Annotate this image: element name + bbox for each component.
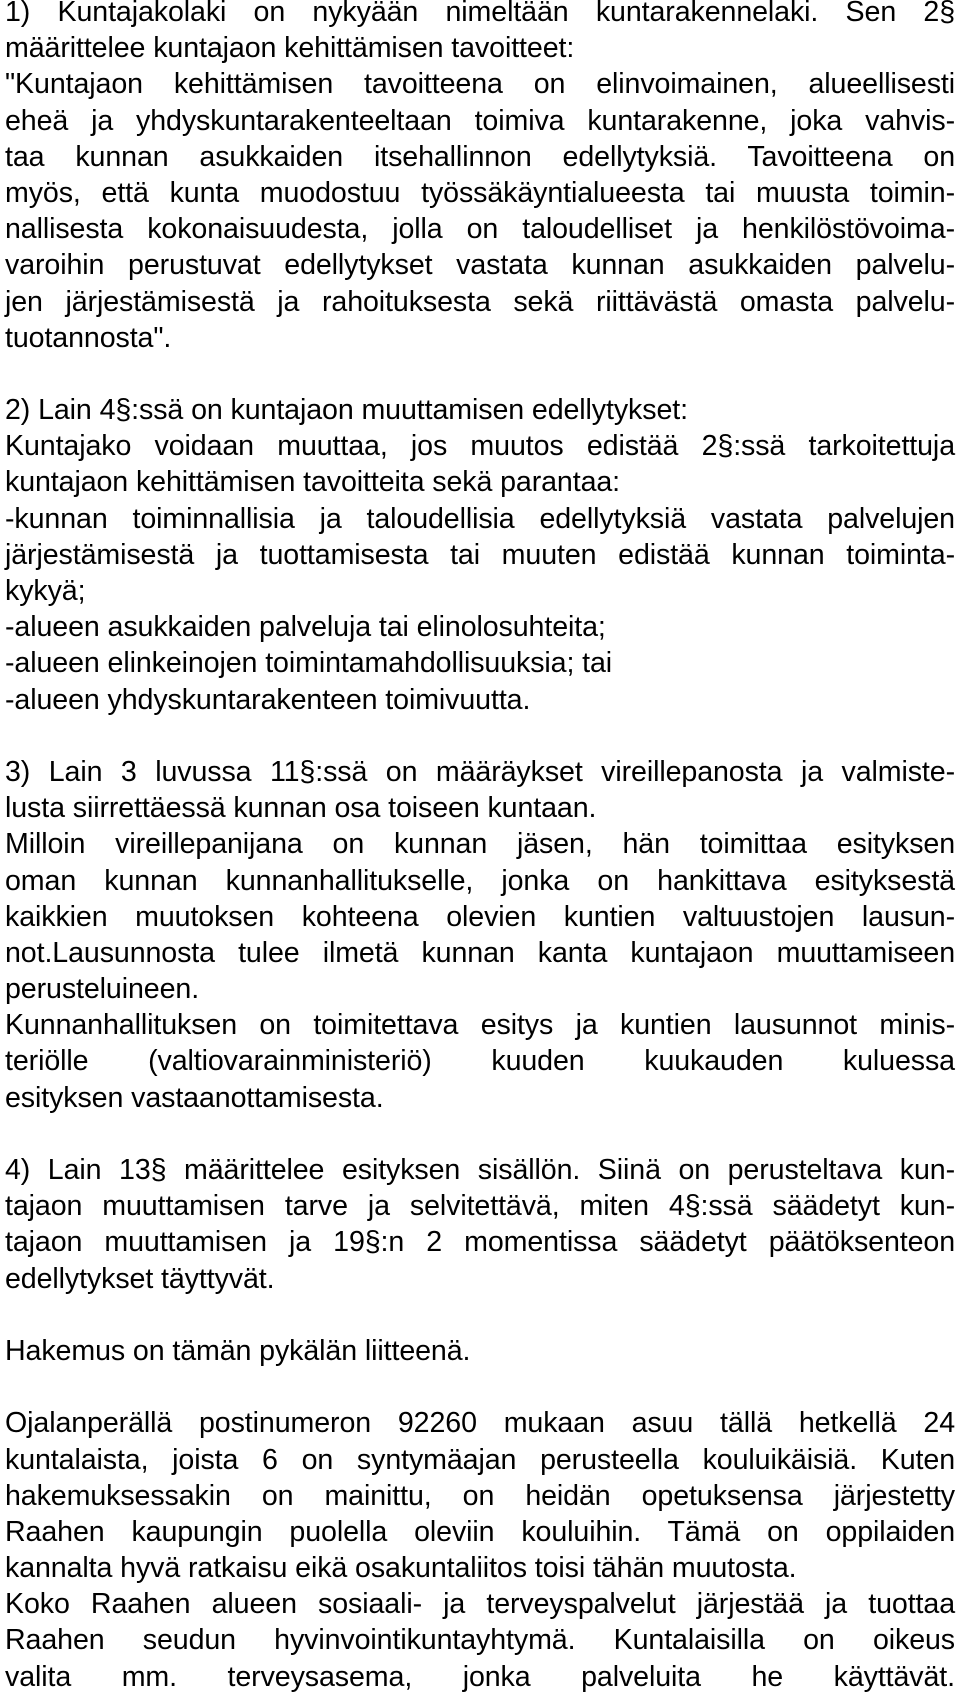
text-line: varoihin perustuvat edellytykset vastata kunnan asukkaiden palvelu- [5, 249, 955, 282]
text-line: tajaon muuttamisen tarve ja selvitettävä, miten 4§:ssä säädetyt kun- [5, 1190, 955, 1223]
text-line: -alueen elinkeinojen toimintamahdollisuuksia; tai [5, 647, 613, 680]
text-line: 2) Lain 4§:ssä on kuntajaon muuttamisen edellytykset: [5, 394, 688, 427]
text-line: eheä ja yhdyskuntarakenteeltaan toimiva kuntarakenne, joka vahvis- [5, 104, 955, 137]
paragraph-gap [5, 1116, 955, 1152]
text-line: myös, että kunta muodostuu työssäkäyntialueesta tai muusta toimin- [5, 176, 955, 209]
text-line: Hakemus on tämän pykälän liitteenä. [5, 1334, 471, 1367]
text-line: 4) Lain 13§ määrittelee esityksen sisällön. Siinä on perusteltava kun- [5, 1154, 955, 1186]
text-line: Milloin vireillepanijana on kunnan jäsen, hän toimittaa esityksen [5, 828, 955, 861]
text-line: kannalta hyvä ratkaisu eikä osakuntaliitos toisi tähän muutosta. [5, 1552, 797, 1585]
text-line: Koko Raahen alueen sosiaali- ja terveyspalvelut järjestää ja tuottaa [5, 1588, 955, 1621]
paragraph-gap [5, 1297, 955, 1333]
paragraph-gap [5, 356, 955, 392]
paragraph-gap [5, 718, 955, 754]
text-line: järjestämisestä ja tuottamisesta tai muuten edistää kunnan toiminta- [5, 538, 955, 571]
text-line: -alueen yhdyskuntarakenteen toimivuutta. [5, 683, 531, 716]
text-line: Raahen kaupungin puolella oleviin kouluihin. Tämä on oppilaiden [5, 1515, 955, 1548]
text-line: 1) Kuntajakolaki on nykyään nimeltään kuntarakennelaki. Sen 2§ [5, 0, 955, 28]
text-line: nallisesta kokonaisuudesta, jolla on taloudelliset ja henkilöstövoima- [5, 213, 955, 246]
text-line: taa kunnan asukkaiden itsehallinnon edellytyksiä. Tavoitteena on [5, 140, 955, 173]
text-line: tajaon muuttamisen ja 19§:n 2 momentissa säädetyt päätöksenteon [5, 1226, 955, 1259]
text-line: määrittelee kuntajaon kehittämisen tavoitteet: [5, 32, 575, 65]
text-line: hakemuksessakin on mainittu, on heidän opetuksensa järjestetty [5, 1479, 955, 1512]
text-line: teriölle (valtiovarainministeriö) kuuden kuukauden kuluessa [5, 1045, 955, 1078]
text-line: esityksen vastaanottamisesta. [5, 1081, 384, 1114]
text-line: kuntajaon kehittämisen tavoitteita sekä parantaa: [5, 466, 621, 499]
text-line: kuntalaista, joista 6 on syntymäajan perusteella kouluikäisiä. Kuten [5, 1443, 955, 1476]
text-line: 3) Lain 3 luvussa 11§:ssä on määräykset vireillepanosta ja valmiste- [5, 755, 955, 788]
text-line: Raahen seudun hyvinvointikuntayhtymä. Kuntalaisilla on oikeus [5, 1624, 955, 1657]
text-line: Kunnanhallituksen on toimitettava esitys ja kuntien lausunnot minis- [5, 1009, 955, 1042]
paragraph-gap [5, 1369, 955, 1405]
text-line: perusteluineen. [5, 973, 200, 1006]
text-line: tuotannosta". [5, 321, 172, 354]
text-line: kykyä; [5, 575, 86, 607]
text-line: valita mm. terveysasema, jonka palveluita he käyttävät. [5, 1660, 955, 1693]
document-body [5, 0, 955, 1695]
text-line: oman kunnan kunnanhallitukselle, jonka on hankittava esityksestä [5, 864, 955, 897]
text-line: -alueen asukkaiden palveluja tai elinolosuhteita; [5, 611, 606, 644]
text-line: jen järjestämisestä ja rahoituksesta sekä riittävästä omasta palvelu- [5, 285, 955, 318]
text-line: Kuntajako voidaan muuttaa, jos muutos edistää 2§:ssä tarkoitettuja [5, 430, 955, 463]
text-line: edellytykset täyttyvät. [5, 1262, 275, 1295]
text-line: lusta siirrettäessä kunnan osa toiseen kuntaan. [5, 792, 597, 825]
text-line: "Kuntajaon kehittämisen tavoitteena on elinvoimainen, alueellisesti [5, 68, 955, 101]
text-line: -kunnan toiminnallisia ja taloudellisia edellytyksiä vastata palvelujen [5, 502, 955, 535]
text-line: Ojalanperällä postinumeron 92260 mukaan asuu tällä hetkellä 24 [5, 1407, 955, 1440]
text-line: kaikkien muutoksen kohteena olevien kuntien valtuustojen lausun- [5, 900, 955, 933]
text-line: not.Lausunnosta tulee ilmetä kunnan kanta kuntajaon muuttamiseen [5, 936, 955, 969]
